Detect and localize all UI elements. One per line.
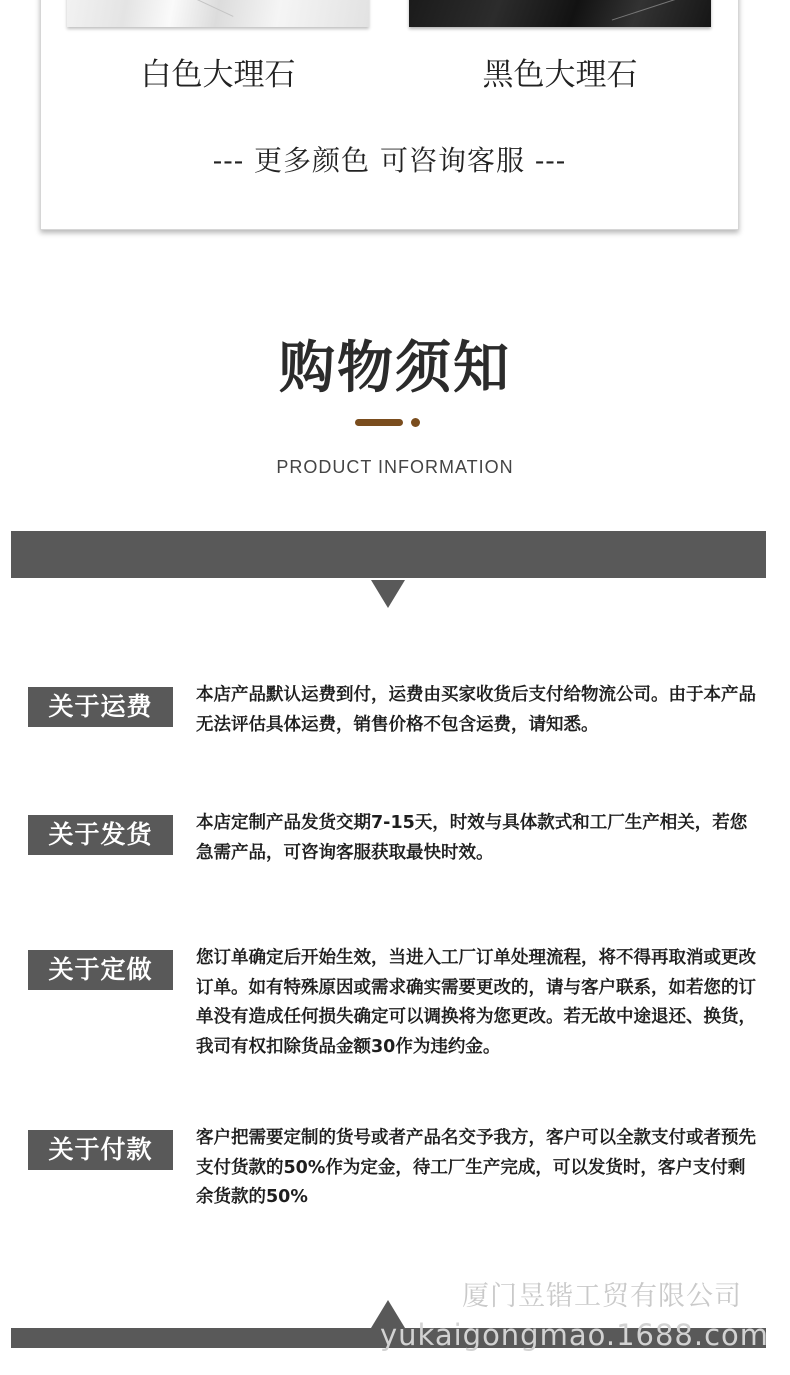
page-title: 购物须知 [279, 336, 511, 401]
tag-shipping-fee: 关于运费 [28, 687, 173, 727]
tag-custom-order: 关于定做 [28, 950, 173, 990]
title-divider-dot [411, 418, 420, 427]
black-marble-label: 黑色大理石 [482, 57, 638, 93]
custom-order-text: 您订单确定后开始生效，当进入工厂订单处理流程，将不得再取消或更改订单。如有特殊原因或需求确实需要更改的，请与客户联系，如若您的订单没有造成任何损失确定可以调换将为您更改。若无故中途退还、换货，我司有权扣除货品金额30作为违约金。 [196, 948, 756, 1057]
more-colors-note: --- 更多颜色 可咨询客服 --- [212, 144, 567, 177]
arrow-down-icon [371, 580, 405, 608]
tag-payment: 关于付款 [28, 1130, 173, 1170]
white-marble-label: 白色大理石 [140, 57, 296, 93]
black-marble-swatch[interactable] [409, 0, 711, 27]
delivery-text: 本店定制产品发货交期7-15天，时效与具体款式和工厂生产相关，若您急需产品，可咨询客服获取最快时效。 [196, 813, 748, 863]
shipping-fee-text: 本店产品默认运费到付，运费由买家收货后支付给物流公司。由于本产品无法评估具体运费，销售价格不包含运费，请知悉。 [196, 685, 756, 735]
tag-delivery: 关于发货 [28, 815, 173, 855]
payment-text: 客户把需要定制的货号或者产品名交予我方，客户可以全款支付或者预先支付货款的50%作为定金，待工厂生产完成，可以发货时，客户支付剩余货款的50% [196, 1128, 756, 1207]
section-band-top [11, 531, 766, 578]
color-options-card [40, 0, 739, 230]
company-watermark: 厦门昱锴工贸有限公司 [462, 1281, 742, 1312]
site-watermark: yukaigongmao.1688.com [380, 1318, 770, 1352]
page-subtitle: PRODUCT INFORMATION [276, 457, 514, 477]
white-marble-swatch[interactable] [67, 0, 369, 27]
title-divider-dash [355, 419, 403, 426]
